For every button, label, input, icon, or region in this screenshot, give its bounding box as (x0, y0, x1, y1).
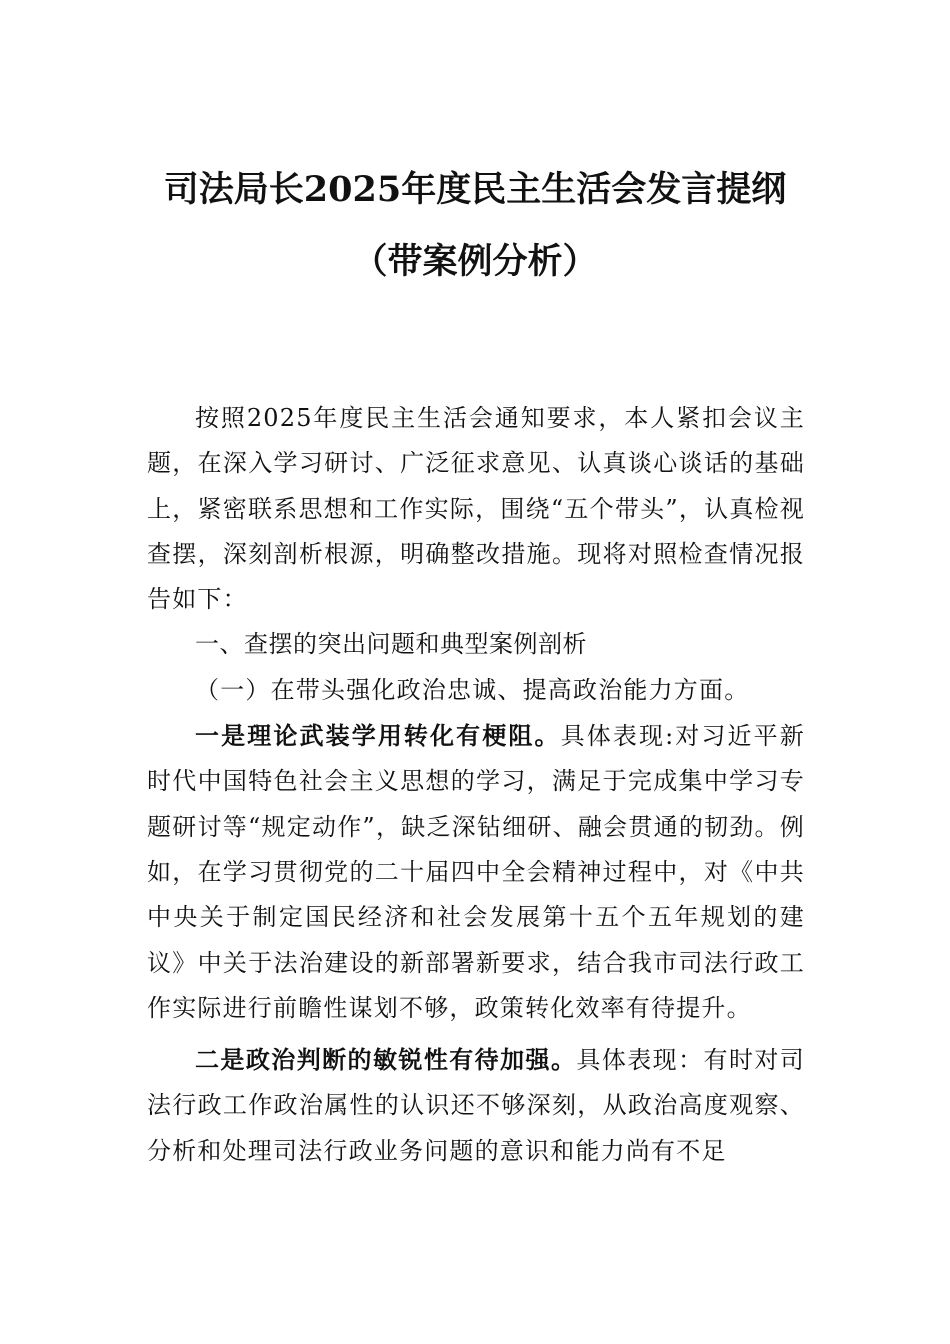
point-lead-1: 一是理论武装学用转化有梗阻。 (195, 721, 561, 751)
point-paragraph-2 (147, 1037, 805, 1174)
intro-paragraph: 按照2025年度民主生活会通知要求，本人紧扣会议主题，在深入学习研讨、广泛征求意见、认真谈心谈话的基础上，紧密联系思想和工作实际，围绕“五个带头”，认真检视查摆，深刻剖析根源，明确整改措施。现将对照检查情况报告如下： (147, 404, 805, 614)
point-lead-2: 二是政治判断的敏锐性有待加强。 (195, 1045, 577, 1075)
document-subtitle: （带案例分析） (352, 241, 598, 282)
subsection-heading: （一）在带头强化政治忠诚、提高政治能力方面。 (195, 675, 750, 704)
document-body (147, 396, 805, 1174)
point-text-2: 具体表现：有时对司法行政工作政治属性的认识还不够深刻，从政治高度观察、分析和处理司法行政业务问题的意识和能力尚有不足 (147, 1046, 805, 1165)
document-title: 司法局长2025年度民主生活会发言提纲 (163, 169, 787, 210)
point-text-1: 具体表现:对习近平新时代中国特色社会主义思想的学习，满足于完成集中学习专题研讨等“规定动作”，缺乏深钻细研、融会贯通的韧劲。例如，在学习贯彻党的二十届四中全会精神过程中，对《中共中央关于制定国民经济和社会发展第十五个五年规划的建议》中关于法治建设的新部署新要求，结合我市司法行政工作实际进行前瞻性谋划不够，政策转化效率有待提升。 (147, 722, 805, 1022)
point-paragraph-1 (147, 713, 805, 1031)
section-heading: 一、查摆的突出问题和典型案例剖析 (195, 630, 587, 659)
